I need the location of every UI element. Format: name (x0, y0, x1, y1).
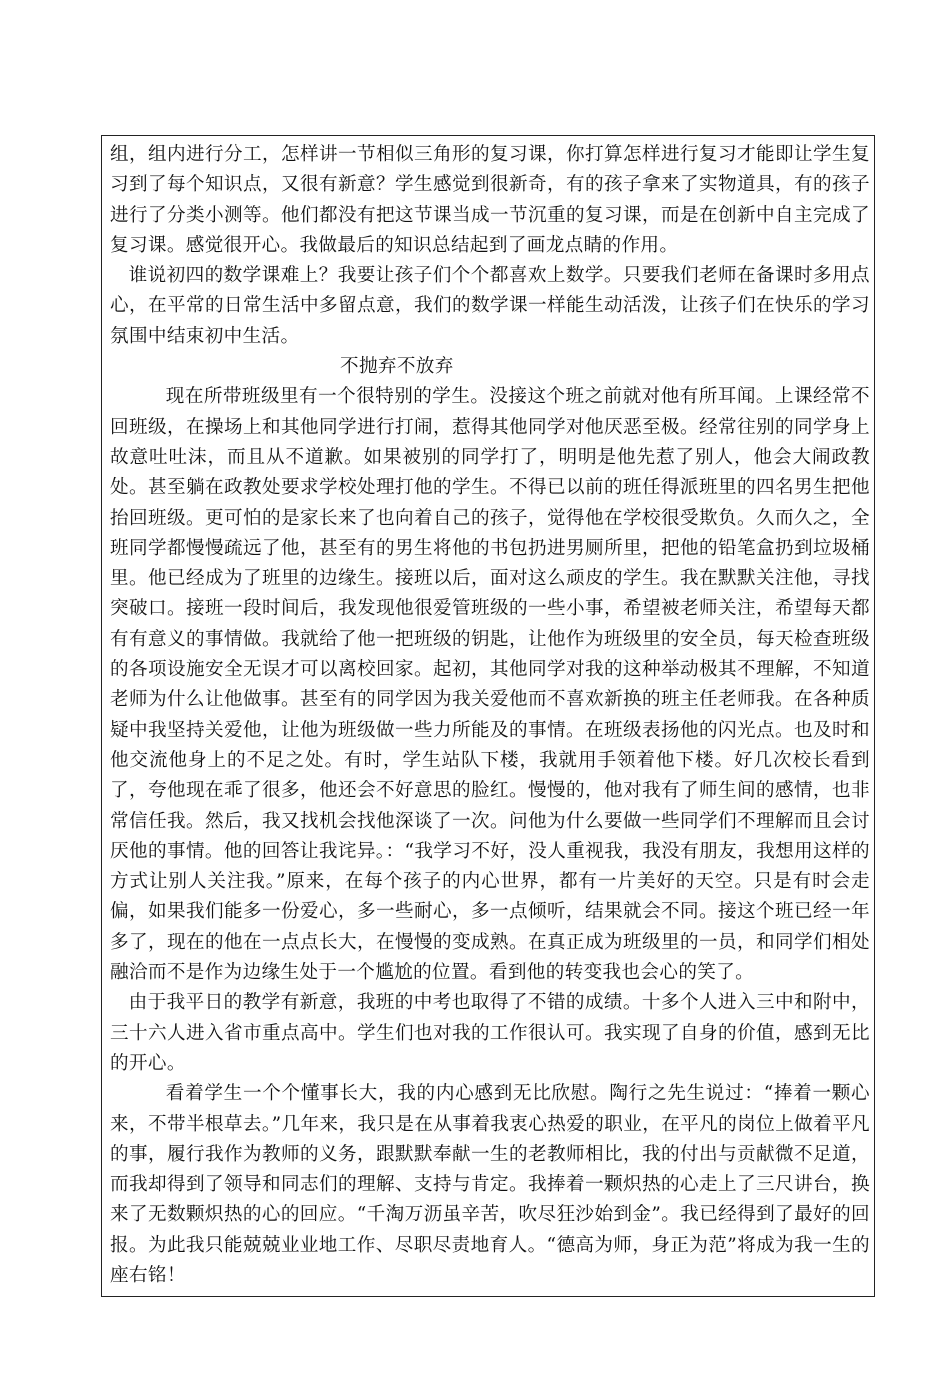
paragraph-conclusion: 看着学生一个个懂事长大，我的内心感到无比欣慰。陶行之先生说过：“捧着一颗心来，不带半根草去。”几年来，我只是在从事着我衷心热爱的职业，在平凡的岗位上做着平凡的事，履行我作为教师的义务，跟默默奉献一生的老教师相比，我的付出与贡献微不足道，而我却得到了领导和同志们的理解、支持与肯定。我捧着一颗炽热的心走上了三尺讲台，换来了无数颗炽热的心的回应。“千淘万沥虽辛苦，吹尽狂沙始到金”。我已经得到了最好的回报。为此我只能兢兢业业地工作、尽职尽责地育人。“德高为师，身正为范”将成为我一生的座右铭！ (110, 1083, 870, 1286)
paragraph-special-student: 现在所带班级里有一个很特别的学生。没接这个班之前就对他有所耳闻。上课经常不回班级，在操场上和其他同学进行打闹，惹得其他同学对他厌恶至极。经常往别的同学身上故意吐吐沫，而且从不道歉。如果被别的同学打了，明明是他先惹了别人，他会大闹政教处。甚至躺在政教处要求学校处理打他的学生。不得已以前的班任得派班里的四名男生把他抬回班级。更可怕的是家长来了也向着自己的孩子，觉得他在学校很受欺负。久而久之，全班同学都慢慢疏远了他，甚至有的男生将他的书包扔进男厕所里，把他的铅笔盒扔到垃圾桶里。他已经成为了班里的边缘生。接班以后，面对这么顽皮的学生。我在默默关注他，寻找突破口。接班一段时间后，我发现他很爱管班级的一些小事，希望被老师关注，希望每天都有有意义的事情做。我就给了他一把班级的钥匙，让他作为班级里的安全员，每天检查班级的各项设施安全无误才可以离校回家。起初，其他同学对我的这种举动极其不理解，不知道老师为什么让他做事。甚至有的同学因为我关爱他而不喜欢新换的班主任老师我。在各种质疑中我坚持关爱他，让他为班级做一些力所能及的事情。在班级表扬他的闪光点。也及时和他交流他身上的不足之处。有时，学生站队下楼，我就用手领着他下楼。好几次校长看到了，夸他现在乖了很多，他还会不好意思的脸红。慢慢的，他对我有了师生间的感情，也非常信任我。然后，我又找机会找他深谈了一次。问他为什么要做一些同学们不理解而且会讨厌他的事情。他的回答让我诧异。：“我学习不好，没人重视我，我没有朋友，我想用这样的方式让别人关注我。”原来，在每个孩子的内心世界，都有一片美好的天空。只是有时会走偏，如果我们能多一份爱心，多一些耐心，多一点倾听，结果就会不同。接这个班已经一年多了，现在的他在一点点长大，在慢慢的变成熟。在真正成为班级里的一员，和同学们相处融洽而不是作为边缘生处于一个尴尬的位置。看到他的转变我也会心的笑了。 (110, 386, 870, 984)
paragraph-exam-results: 由于我平日的教学有新意，我班的中考也取得了不错的成绩。十多个人进入三中和附中，三十六人进入省市重点高中。学生们也对我的工作很认可。我实现了自身的价值，感到无比的开心。 (110, 992, 870, 1074)
paragraph-review-lesson: 组，组内进行分工，怎样讲一节相似三角形的复习课，你打算怎样进行复习才能即让学生复习到了每个知识点，又很有新意？学生感觉到很新奇，有的孩子拿来了实物道具，有的孩子进行了分类小测等。他们都没有把这节课当成一节沉重的复习课，而是在创新中自主完成了复习课。感觉很开心。我做最后的知识总结起到了画龙点睛的作用。 (110, 144, 870, 256)
document-body (110, 140, 870, 1291)
paragraph-math-class: 谁说初四的数学课难上？我要让孩子们个个都喜欢上数学。只要我们老师在备课时多用点心，在平常的日常生活中多留点意，我们的数学课一样能生动活泼，让孩子们在快乐的学习氛围中结束初中生活。 (110, 265, 870, 347)
section-heading: 不抛弃不放弃 (340, 356, 454, 378)
